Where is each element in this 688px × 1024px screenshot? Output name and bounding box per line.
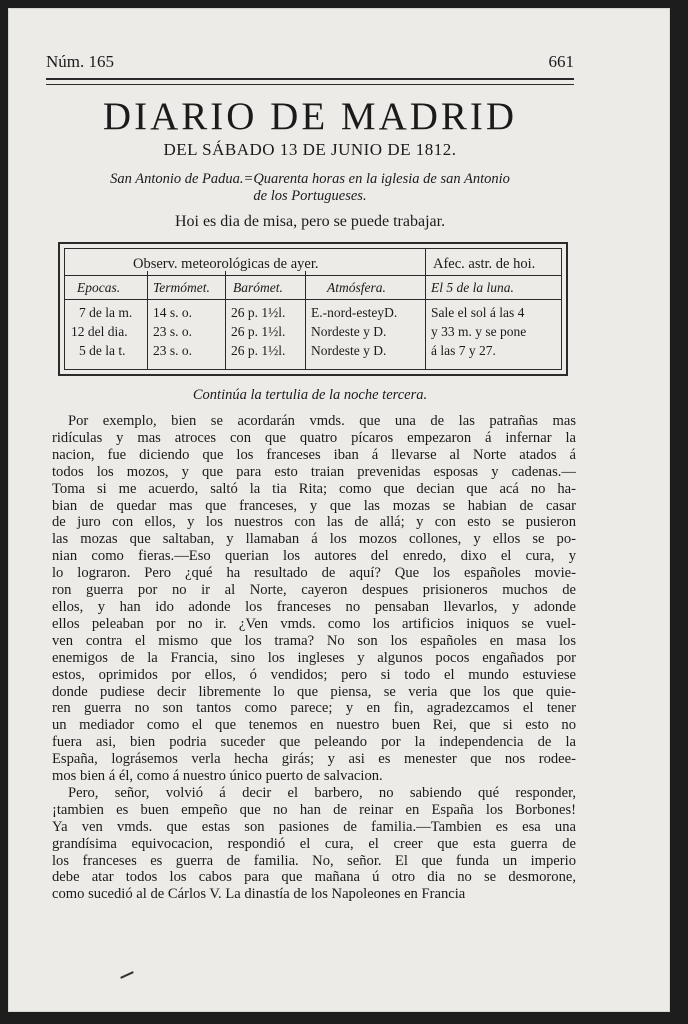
col-termometro: Termómet. [153, 280, 210, 295]
article-line: enemigos de la Francia, sino los ingleses y algunos pocos engañados por [52, 649, 576, 666]
article-line: las mozas que saltaban, y llamaban á los mozos collones, y ellos se po- [52, 531, 576, 548]
met-right-heading: Afec. astr. de hoi. [433, 256, 536, 272]
cell-termometro: 14 s. o. [153, 305, 193, 320]
article-heading: Continúa la tertulia de la noche tercera. [192, 387, 428, 403]
article-body [52, 413, 576, 903]
article-line: los franceses es guerra de familia. No, señor. El que funda un imperio [52, 852, 576, 869]
col-epocas: Epocas. [77, 280, 121, 295]
article-line: Por exemplo, bien se acordarán vmds. que una de las patrañas mas [68, 413, 576, 429]
header-rule-bottom [46, 84, 574, 85]
cell-termometro: 23 s. o. [153, 343, 193, 358]
article-line: donde pudiese decir libremente lo que piensa, se veria que los que quie- [52, 683, 576, 700]
article-line: estos, oprimidos por ellos, ó vendidos; pero si todo el mundo estuviese [52, 666, 576, 683]
article-line: bian de quedar mas que franceses, y que las mozas se habian de casar [52, 497, 576, 514]
article-line: ron guerra por no ir al Norte, cayeron despues prisioneros muchos de [52, 582, 576, 599]
cell-epoca: 5 de la t. [79, 343, 126, 358]
article-line: ellos, y han ido adonde los franceses no pensaban llevarlos, y adonde [52, 598, 576, 615]
article-line: ¡tambien es buen empeño que no han de reinar en España los Borbones! [52, 801, 576, 818]
page-number: 661 [548, 52, 574, 71]
cell-barometro: 26 p. 1½l. [231, 324, 286, 339]
cell-astro: y 33 m. y se pone [431, 324, 527, 339]
article-line: España, lográsemos verla hecha girás; y asi es menester que nos rodee- [52, 751, 576, 768]
cell-termometro: 23 s. o. [153, 324, 193, 339]
cell-barometro: 26 p. 1½l. [231, 343, 286, 358]
met-column-headers [65, 280, 561, 298]
cell-atmosfera: Nordeste y D. [311, 324, 387, 339]
saints-line-2: de los Portugueses. [253, 188, 367, 204]
article-line: un mediador como el que tenemos en nuestro buen Rei, que si esto no [52, 717, 576, 734]
ink-mark [120, 971, 134, 979]
article-line: Toma si me acuerdo, saltó la tia Rita; como que decian que acá no ha- [52, 480, 576, 497]
cell-astro: á las 7 y 27. [431, 343, 496, 358]
article-line: nacion, fue diciendo que los franceses iban á llevarse al Norte atados á [52, 446, 576, 463]
issue-number: Núm. 165 [46, 52, 114, 71]
article-line: Pero, señor, volvió á decir el barbero, no sabiendo qué responder, [68, 784, 576, 801]
col-barometro: Barómet. [233, 280, 283, 295]
article-line: ridículas y mas atroces con que quatro pícaros empezaron á infernar la [52, 429, 576, 446]
article-line: lo lograron. Pero ¿qué ha resultado de aquí? Que los españoles movie- [52, 565, 576, 582]
masthead-date: DEL SÁBADO 13 DE JUNIO DE 1812. [163, 140, 457, 159]
cell-barometro: 26 p. 1½l. [231, 305, 286, 320]
cell-astro: Sale el sol á las 4 [431, 305, 525, 320]
cell-epoca: 12 del dia. [71, 324, 128, 339]
met-row-morning [65, 305, 561, 323]
met-row-noon [65, 324, 561, 342]
article-line: Ya ven vmds. que estas son pasiones de familia.—Tambien es esa una [52, 818, 576, 835]
cell-atmosfera: E.-nord-esteyD. [311, 305, 398, 320]
article-line: fuera asi, bien podria suceder que peleando por la independencia de la [52, 734, 576, 751]
met-columns-rule [65, 299, 561, 300]
met-heading-rule [65, 275, 561, 276]
cell-epoca: 7 de la m. [79, 305, 133, 320]
mass-notice: Hoi es dia de misa, pero se puede trabajar. [174, 213, 446, 230]
saints-line-1: San Antonio de Padua.=Quarenta horas en la iglesia de san Antonio [110, 171, 510, 187]
article-line: nian como fieras.—Eso querian los autores del enredo, dixo el cura, y [52, 548, 576, 565]
header-rule-top [46, 78, 574, 80]
col-luna: El 5 de la luna. [431, 280, 514, 295]
article-line: grandísima equivocacion, respondió el cura, el creer que esta guerra de [52, 835, 576, 852]
newspaper-page [8, 8, 670, 1012]
masthead-title: DIARIO DE MADRID [102, 95, 518, 138]
met-left-heading: Observ. meteorológicas de ayer. [133, 256, 319, 272]
saints-of-the-day [48, 171, 572, 205]
meteorology-table-inner [64, 248, 562, 370]
article-line: ven contra el mismo que los trama? No son los españoles en masa los [52, 632, 576, 649]
article-line: todos los mozos, y que para esto traian prevenidas esposas y cadenas.— [52, 463, 576, 480]
article-line: ren guerra no son tantos como parece; y en fin, agradezcamos el tener [52, 700, 576, 717]
article-line: mos bien á él, como á nuestro único puerto de salvacion. [52, 768, 383, 785]
article-line: de juro con ellos, y los nuestros con las de allá; y con esto se pusieron [52, 514, 576, 531]
article-line: como sucedió al de Cárlos V. La dinastía de los Napoleones en Francia [52, 886, 466, 903]
article-line: ellos peleaban por no ir. ¿Ven vmds. como los artificios iniquos se vuel- [52, 615, 576, 632]
meteorology-table [58, 242, 568, 376]
col-atmosfera: Atmósfera. [327, 280, 386, 295]
article-line: debe atar todos los cabos para que mañana ú otro dia no se desmorone, [52, 869, 576, 886]
met-row-afternoon [65, 343, 561, 361]
cell-atmosfera: Nordeste y D. [311, 343, 387, 358]
